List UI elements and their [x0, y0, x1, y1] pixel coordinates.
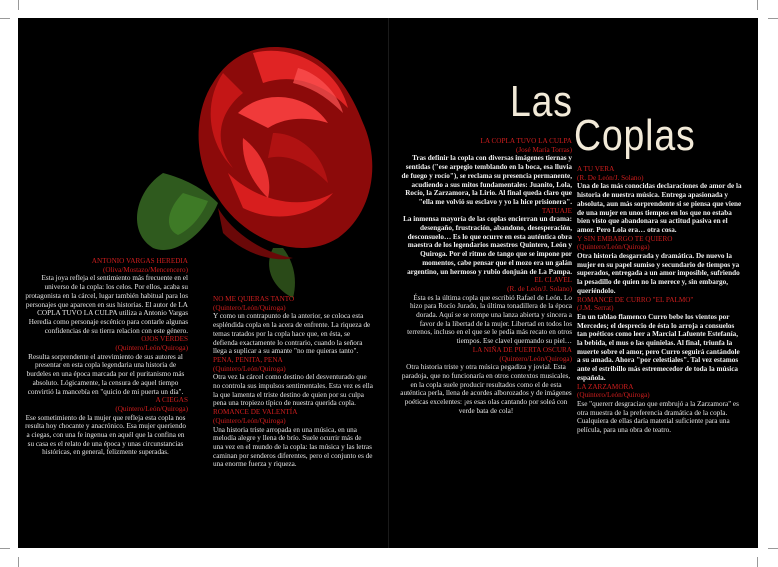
- title-coplas: Coplas: [574, 111, 696, 160]
- song-authors: (R. de León/J. Solano): [507, 284, 572, 293]
- song-description: Esta joya refleja el sentimiento más frecuente en el universo de la copla: los celos. Por ellos, acaba su protagonista en la cárcel, lugar también habitual para los personajes que aparecen en sus historias. El autor de LA COPLA TUVO LA CULPA utiliza a Antonio Vargas Heredia como personaje escénico para contarle algunas confidencias de su tierra relacion con este género.: [25, 274, 188, 335]
- song-description: Tras definir la copla con diversas imágenes tiernas y sentidas ("ese arpegio temblando en la boca, esa lluvia de fuego y rocío"), se reclama su presencia permanente, acudiendo a sus mitos fundamentales: Juanito, Lola, Rocío, la Zarzamora, la Lirio. Al final queda claro que "ella me volvió su esclavo y yo la hice prisionera".: [401, 154, 572, 206]
- song-title: ANTONIO VARGAS HEREDIA: [91, 257, 188, 265]
- song-description: Una de las más conocidas declaraciones de amor de la historia de nuestra música. Entrega apasionada y absoluta, aun más sorprendente si se piensa que viene de una mujer en unos tiempos en los que no estaba bien visto que abandonara su actitud pasiva en el amor. Pero Lola era… otra cosa.: [577, 182, 742, 234]
- song-title: LA NIÑA DE PUERTA OSCURA: [472, 345, 572, 354]
- song-title: EL CLAVEL: [534, 276, 572, 285]
- song-title: Y SIN EMBARGO TE QUIERO: [577, 234, 673, 243]
- song-authors: (Quintero/León/Quiroga): [577, 243, 650, 252]
- song-authors: (Quintero/León/Quiroga): [577, 391, 650, 400]
- song-authors: (R. De León/J. Solano): [577, 173, 644, 182]
- column-3: [400, 137, 572, 416]
- song-description: Otra vez la cárcel como destino del desventurado que no controla sus impulsos sentimentales. Esta vez es ella la que lamenta el triste destino de quien por su culpa pena una tropiezo típico de nuestra querida copla.: [213, 373, 373, 408]
- song-description: La inmensa mayoría de las coplas encierran un drama: desengaño, frustración, abandono, desesperación, desconsuelo… Es lo que ocurre en esta auténtica obra maestra de los legendarios maestros Quintero, León y Quiroga. Por el ritmo de tango que se impone por momentos, cabe pensar que el mozo era un galán argentino, un hermoso y rubio donjuán de La Pampa.: [403, 215, 572, 276]
- song-authors: (José María Torras): [515, 145, 572, 154]
- song-title: TATUAJE: [541, 206, 572, 215]
- song-authors: (Quintero/León/Quiroga): [213, 303, 286, 312]
- song-description: Una historia triste arropada en una música, en una melodía alegre y llena de brío. Suele ocurrir más de una vez en el mundo de la copla: las música y las letras caminan por senderos diferentes, pero el conjunto es de una enorme fuerza y riqueza.: [213, 425, 373, 469]
- column-2: [213, 295, 373, 469]
- song-title: A CIEGAS: [155, 396, 188, 405]
- song-title: A TU VERA: [577, 165, 615, 173]
- magazine-spread: [18, 18, 758, 548]
- song-description: Ésta es la última copla que escribió Rafael de León. Lo hizo para Rocío Jurado, la última tonadillera de la época dorada. Aquí se se rompe una lanza abierta y sincera a favor de la libertad de la mujer. Libertad en todos los terrenos, incluso en el que se le pedía más recato en otros tiempos. Ese clavel quemando su piel…: [407, 293, 572, 346]
- song-title: NO ME QUIERAS TANTO: [213, 295, 295, 303]
- title-las: Las: [510, 77, 573, 126]
- song-description: Ese sometimiento de la mujer que refleja esta copla nos resulta hoy chocante y anacrónico. Esa mujer queriendo a ciegas, con una fe ingenua en aquél que la confina en su casa es el relato de una época y unas circunstancias históricas, en general, felizmente superadas.: [25, 413, 186, 457]
- song-authors: (Quintero/León/Quiroga): [213, 416, 286, 425]
- song-description: Resulta sorprendente el atrevimiento de sus autores al presentar en esta copla legendaria una historia de burdeles en una época marcada por el puritanismo más absoluto. Lógicamente, la censura de aquel tiempo convirtió la mancebía en "quicio de mi puerta un día".: [26, 352, 185, 396]
- song-description: En un tablao flamenco Curro bebe los vientos por Mercedes; el desprecio de ésta lo arroja a consuelos tan poéticos como leer a Marcial Lafuente Estefanía, la bebida, el mus o las quinielas. Al final, triunfa la muerte sobre el amor, pero Curro seguirá cantándole a su amada. Ahora "por celestiales". Tal vez estamos ante el estribillo más estremecedor de toda la música española.: [577, 312, 740, 382]
- song-authors: (Oliva/Mostazo/Mencencero): [102, 265, 188, 274]
- song-description: Otra historia triste y otra música pegadiza y jovial. Esta paradoja, que no funcionaría en otros contextos musicales, en la copla suele producir resultados como el de esta auténtica perla, llena de acordes alborozados y de imágenes poéticas excelentes: ¡es esas olas cantando por soleá con verde bata de cola!: [400, 363, 572, 415]
- song-authors: (Quintero/León/Quiroga): [115, 404, 188, 413]
- song-description: Otra historia desgarrada y dramática. De nuevo la mujer en su papel sumiso y secundario de tiempos ya superados, entregada a un amor imposible, sufriendo la pesadillo de quien no la merece y, sin embargo, queriéndolo.: [577, 252, 740, 295]
- song-authors: (Quintero/León/Quiroga): [115, 344, 188, 353]
- song-title: LA ZARZAMORA: [577, 382, 634, 391]
- song-title: ROMANCE DE CURRO "EL PALMO": [577, 295, 694, 304]
- song-description: Ese "quererr desgraciao que embrujó a la Zarzamora" es otra muestra de la preferencia dramática de la copla. Cualquiera de ellas daría material suficiente para una película, para una obra de teatro.: [577, 399, 739, 435]
- song-description: Y como un contrapunto de la anterior, se coloca esta espléndida copla en la acera de enfrente. La riqueza de temas tratados por la copla hace que, en ésta, se defienda exactamente lo contrario, cuando la señora llega a suplicar a su amante "no me quieras tanto".: [213, 312, 371, 356]
- column-1: [23, 257, 188, 457]
- song-title: PENA, PENITA, PENA: [213, 355, 283, 364]
- page-gutter: [388, 18, 389, 548]
- song-authors: (Quintero/León/Quiroga): [499, 354, 572, 363]
- song-authors: (Quintero/León/Quiroga): [213, 364, 286, 373]
- song-title: OJOS VERDES: [141, 335, 188, 344]
- song-title: ROMANCE DE VALENTÍA: [213, 408, 298, 417]
- column-4: [577, 165, 745, 435]
- song-title: LA COPLA TUVO LA CULPA: [480, 137, 572, 145]
- song-authors: (J.M. Serrat): [577, 304, 614, 313]
